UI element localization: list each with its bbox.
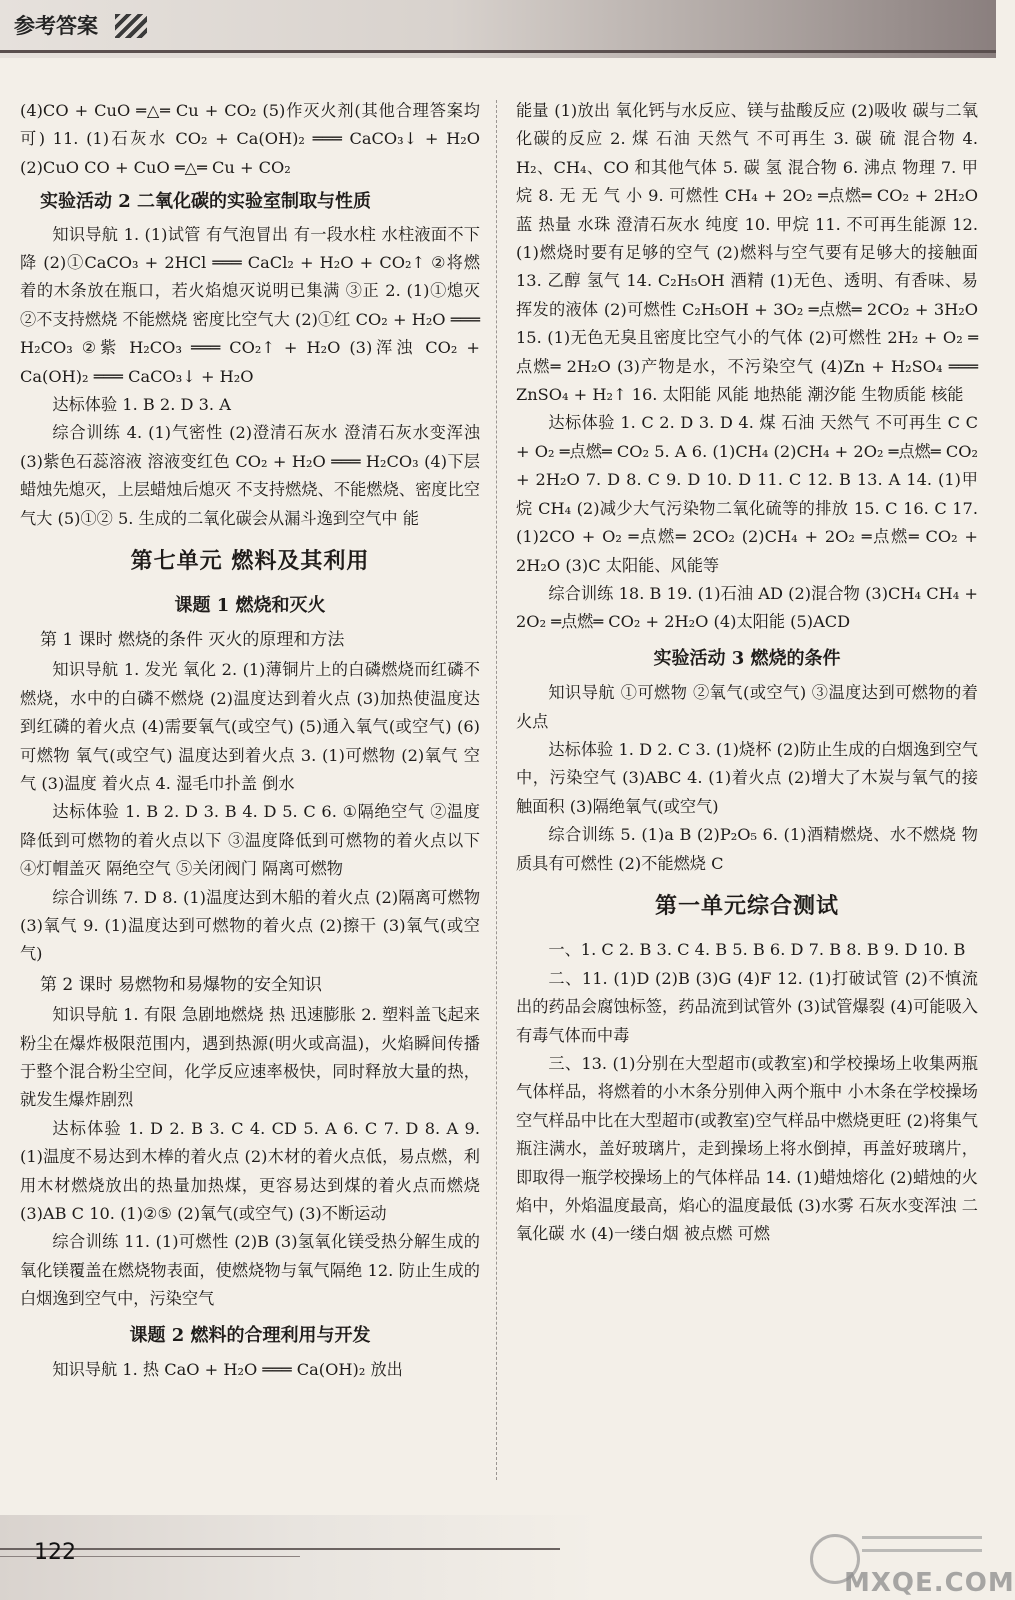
answer-paragraph: 达标体验 1. B 2. D 3. B 4. D 5. C 6. ①隔绝空气 ②温度降低到可燃物的着火点以下 ③温度降低到可燃物的着火点以下 ④灯帽盖灭 隔绝空气 ⑤关闭阀门 隔离可燃物 [20,802,480,879]
lesson-heading: 第 1 课时 燃烧的条件 灭火的原理和方法 [40,629,345,650]
answer-paragraph: 二、11. (1)D (2)B (3)G (4)F 12. (1)打破试管 (2)不慎流出的药品会腐蚀标签，药品流到试管外 (3)试管爆裂 (4)可能吸入有毒气体而中毒 [516,968,978,1045]
answer-paragraph: 综合训练 7. D 8. (1)温度达到木船的着火点 (2)隔离可燃物 (3)氧气 9. (1)温度达到可燃物的着火点 (2)擦干 (3)氧气(或空气) [20,887,480,964]
header-rule [0,50,996,53]
left-column [20,97,480,1384]
header-title: 参考答案 [14,14,98,38]
answer-paragraph: 知识导航 1. (1)试管 有气泡冒出 有一段水柱 水柱液面不下降 (2)①CaCO₃ + 2HCl ═══ CaCl₂ + H₂O + CO₂↑ ②将燃着的木条放在瓶口，若火焰熄灭说明已集满 ③正 2. (1)①熄灭 ②不支持燃烧 不能燃烧 密度比空气大 (2)①红 CO₂ + H₂O ═══ H₂CO₃ ②紫 H₂CO₃ ═══ CO₂↑ + H₂O (3)浑浊 CO₂ + Ca(OH)₂ ═══ CaCO₃↓ + H₂O [20,224,480,386]
answer-paragraph: 知识导航 ①可燃物 ②氧气(或空气) ③温度达到可燃物的着火点 [516,683,978,731]
activity-heading: 实验活动 2 二氧化碳的实验室制取与性质 [40,191,372,213]
answer-paragraph: 三、13. (1)分别在大型超市(或教室)和学校操场上收集两瓶气体样品，将燃着的小木条分别伸入两个瓶中 小木条在学校操场空气样品中比在大型超市(或教室)空气样品中燃烧更旺 (2)将集气瓶注满水，盖好玻璃片，走到操场上将水倒掉，再盖好玻璃片，即取得一瓶学校操场上的气体样品 14. (1)蜡烛熔化 (2)蜡烛的火焰中，外焰温度最高，焰心的温度最低 (3)水雾 石灰水变浑浊 二氧化碳 水 (4)一缕白烟 被点燃 可燃 [516,1054,978,1244]
answer-paragraph: 达标体验 1. D 2. B 3. C 4. CD 5. A 6. C 7. D 8. A 9. (1)温度不易达到木棒的着火点 (2)木材的着火点低，易点燃，利用木材燃烧放出的热量加热煤，更容易达到煤的着火点而燃烧 (3)AB C 10. (1)②⑤ (2)氧气(或空气) (3)不断运动 [20,1118,480,1224]
watermark-logo [800,1530,1015,1600]
watermark-text: MXQE.COM [844,1568,1015,1598]
header-stripes-decoration [115,14,147,38]
right-column [516,97,978,1249]
answer-paragraph: 达标体验 1. C 2. D 3. D 4. 煤 石油 天然气 不可再生 C C + O₂ ═点燃═ CO₂ 5. A 6. (1)CH₄ (2)CH₄ + 2O₂ ═点燃═ CO₂ + 2H₂O 7. D 8. C 9. D 10. D 11. C 12. B 13. A 14. (1)甲烷 CH₄ (2)减少大气污染物二氧化硫等的排放 15. C 16. C 17. (1)2CO + O₂ ═点燃═ 2CO₂ (2)CH₄ + 2O₂ ═点燃═ CO₂ + 2H₂O (3)C 太阳能、风能等 [516,413,978,575]
unit-heading: 第七单元 燃料及其利用 [130,548,370,575]
watermark-mark [862,1536,982,1552]
topic-heading: 课题 1 燃烧和灭火 [174,594,326,616]
answer-paragraph: 综合训练 11. (1)可燃性 (2)B (3)氢氧化镁受热分解生成的氧化镁覆盖在燃烧物表面，使燃烧物与氧气隔绝 12. 防止生成的白烟逸到空气中，污染空气 [20,1232,480,1309]
answer-paragraph: 达标体验 1. D 2. C 3. (1)烧杯 (2)防止生成的白烟逸到空气中，污染空气 (3)ABC 4. (1)着火点 (2)增大了木炭与氧气的接触面积 (3)隔绝氧气(或空气) [516,739,978,816]
page-header [0,0,996,58]
answer-paragraph: 综合训练 4. (1)气密性 (2)澄清石灰水 澄清石灰水变浑浊 (3)紫色石蕊溶液 溶液变红色 CO₂ + H₂O ═══ H₂CO₃ (4)下层蜡烛先熄灭，上层蜡烛后熄灭 不支持燃烧、不能燃烧、密度比空气大 (5)①② 5. 生成的二氧化碳会从漏斗逸到空气中 能 [20,423,480,528]
lesson-heading: 第 2 课时 易燃物和易爆物的安全知识 [40,974,323,995]
answer-paragraph: 达标体验 1. B 2. D 3. A [52,395,231,415]
answer-paragraph: 一、1. C 2. B 3. C 4. B 5. B 6. D 7. B 8. B 9. D 10. B [548,940,966,960]
topic-heading: 实验活动 3 燃烧的条件 [653,647,841,669]
answer-paragraph: (4)CO + CuO ═△═ Cu + CO₂ (5)作灭火剂(其他合理答案均可) 11. (1)石灰水 CO₂ + Ca(OH)₂ ═══ CaCO₃↓ + H₂O (2)CuO CO + CuO ═△═ Cu + CO₂ [20,101,480,177]
answer-paragraph: 综合训练 18. B 19. (1)石油 AD (2)混合物 (3)CH₄ CH₄ + 2O₂ ═点燃═ CO₂ + 2H₂O (4)太阳能 (5)ACD [516,583,978,632]
answer-paragraph: 知识导航 1. 热 CaO + H₂O ═══ Ca(OH)₂ 放出 [52,1360,403,1380]
answer-paragraph: 知识导航 1. 发光 氧化 2. (1)薄铜片上的白磷燃烧而红磷不燃烧，水中的白磷不燃烧 (2)温度达到着火点 (3)加热使温度达到红磷的着火点 (4)需要氧气(或空气) (5)通入氧气(或空气) (6)可燃物 氧气(或空气) 温度达到着火点 3. (1)可燃物 (2)氧气 空气 (3)温度 着火点 4. 湿毛巾扑盖 倒水 [20,660,480,793]
unit-heading: 第一单元综合测试 [654,892,839,919]
footer-rule [0,1548,560,1550]
answer-paragraph: 能量 (1)放出 氧化钙与水反应、镁与盐酸反应 (2)吸收 碳与二氧化碳的反应 2. 煤 石油 天然气 不可再生 3. 碳 硫 混合物 4. H₂、CH₄、CO 和其他气体 5. 碳 氢 混合物 6. 沸点 物理 7. 甲烷 8. 无 无 气 小 9. 可燃性 CH₄ + 2O₂ ═点燃═ CO₂ + 2H₂O 蓝 热量 水珠 澄清石灰水 纯度 10. 甲烷 11. 不可再生能源 12. (1)燃烧时要有足够的空气 (2)燃料与空气要有足够大的接触面 13. 乙醇 氢气 14. C₂H₅OH 酒精 (1)无色、透明、有香味、易挥发的液体 (2)可燃性 C₂H₅OH + 3O₂ ═点燃═ 2CO₂ + 3H₂O 15. (1)无色无臭且密度比空气小的气体 (2)可燃性 2H₂ + O₂ ═点燃═ 2H₂O (3)产物是水，不污染空气 (4)Zn + H₂SO₄ ═══ ZnSO₄ + H₂↑ 16. 太阳能 风能 地热能 潮汐能 生物质能 核能 [516,101,978,405]
answer-paragraph: 知识导航 1. 有限 急剧地燃烧 热 迅速膨胀 2. 塑料盖飞起来 粉尘在爆炸极限范围内，遇到热源(明火或高温)，火焰瞬间传播于整个混合粉尘空间，化学反应速率极快，同时释放大量的热，就发生爆炸剧烈 [20,1005,480,1110]
page-number: 122 [34,1540,76,1565]
answer-paragraph: 综合训练 5. (1)a B (2)P₂O₅ 6. (1)酒精燃烧、水不燃烧 物质具有可燃性 (2)不能燃烧 C [516,825,978,873]
topic-heading: 课题 2 燃料的合理利用与开发 [129,1324,371,1346]
column-divider [496,100,498,1480]
